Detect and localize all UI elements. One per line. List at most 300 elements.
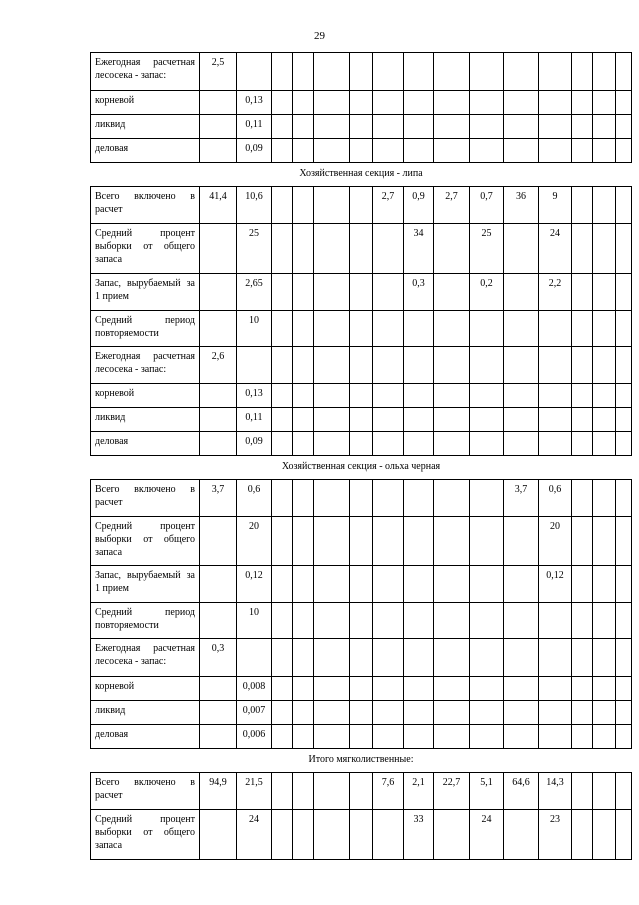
- table-cell: [293, 810, 314, 860]
- table-cell: [539, 603, 572, 639]
- table-cell: [200, 517, 237, 566]
- table-cell: [293, 701, 314, 725]
- table-cell: [616, 810, 632, 860]
- table-cell: [572, 91, 593, 115]
- table-cell: [200, 115, 237, 139]
- table-cell: 5,1: [470, 773, 504, 810]
- row-label: Ежегодная расчетная лесосека - запас:: [91, 53, 200, 91]
- table-cell: [350, 701, 373, 725]
- table-cell: [504, 810, 539, 860]
- table-cell: [572, 187, 593, 224]
- table-cell: [373, 311, 404, 347]
- table-cell: [272, 566, 293, 603]
- table-cell: [434, 91, 470, 115]
- table-cell: [434, 480, 470, 517]
- table-cell: [616, 517, 632, 566]
- table-cell: [572, 639, 593, 677]
- table-cell: [593, 432, 616, 456]
- table-cell: [350, 53, 373, 91]
- table-cell: [314, 725, 350, 749]
- section-header-row: [91, 456, 632, 480]
- table-cell: [404, 432, 434, 456]
- table-cell: [350, 677, 373, 701]
- table-row: [91, 347, 632, 384]
- table-cell: [404, 603, 434, 639]
- table-cell: 22,7: [434, 773, 470, 810]
- table-row: [91, 725, 632, 749]
- table-cell: [272, 384, 293, 408]
- table-cell: [470, 408, 504, 432]
- table-cell: [373, 347, 404, 384]
- table-cell: [293, 639, 314, 677]
- table-cell: 25: [237, 224, 272, 274]
- table-row: [91, 187, 632, 224]
- table-cell: [504, 517, 539, 566]
- table-cell: [373, 701, 404, 725]
- table-cell: [593, 53, 616, 91]
- table-cell: [616, 773, 632, 810]
- table-cell: [593, 517, 616, 566]
- table-cell: [616, 347, 632, 384]
- table-cell: [616, 274, 632, 311]
- table-cell: [504, 701, 539, 725]
- table-cell: [504, 311, 539, 347]
- table-cell: [314, 677, 350, 701]
- table-cell: 0,12: [539, 566, 572, 603]
- table-cell: 0,3: [404, 274, 434, 311]
- table-cell: [434, 384, 470, 408]
- table-cell: [272, 115, 293, 139]
- table-row: [91, 408, 632, 432]
- table-cell: 64,6: [504, 773, 539, 810]
- table-cell: [404, 347, 434, 384]
- table-cell: [616, 432, 632, 456]
- table-cell: [373, 639, 404, 677]
- table-cell: [293, 773, 314, 810]
- table-cell: [293, 677, 314, 701]
- table-cell: 10,6: [237, 187, 272, 224]
- table-cell: [470, 432, 504, 456]
- table-cell: [616, 115, 632, 139]
- table-cell: [314, 639, 350, 677]
- table-cell: [593, 91, 616, 115]
- table-cell: [350, 139, 373, 163]
- table-cell: [373, 480, 404, 517]
- table-cell: 0,008: [237, 677, 272, 701]
- table-cell: [314, 139, 350, 163]
- row-label: ликвид: [91, 408, 200, 432]
- table-cell: [539, 701, 572, 725]
- table-cell: [616, 725, 632, 749]
- table-cell: [572, 810, 593, 860]
- table-cell: [373, 224, 404, 274]
- table-cell: [272, 517, 293, 566]
- table-row: [91, 53, 632, 91]
- table-cell: [539, 384, 572, 408]
- table-cell: [434, 311, 470, 347]
- table-cell: [350, 224, 373, 274]
- table-cell: 2,1: [404, 773, 434, 810]
- row-label: Ежегодная расчетная лесосека - запас:: [91, 347, 200, 384]
- table-cell: [350, 408, 373, 432]
- table-cell: [200, 566, 237, 603]
- table-cell: 2,65: [237, 274, 272, 311]
- table-row: [91, 274, 632, 311]
- table-cell: [293, 603, 314, 639]
- table-cell: [373, 139, 404, 163]
- row-label: Средний период повторяемости: [91, 311, 200, 347]
- table-cell: 2,2: [539, 274, 572, 311]
- table-cell: [434, 408, 470, 432]
- table-cell: [593, 408, 616, 432]
- table-cell: 0,6: [539, 480, 572, 517]
- table-cell: [572, 274, 593, 311]
- table-cell: [373, 408, 404, 432]
- table-cell: [434, 603, 470, 639]
- table-cell: [350, 274, 373, 311]
- table-cell: [539, 432, 572, 456]
- table-cell: [272, 480, 293, 517]
- table-cell: [470, 725, 504, 749]
- table-cell: [616, 603, 632, 639]
- table-cell: 0,09: [237, 432, 272, 456]
- table-cell: [572, 773, 593, 810]
- row-label: деловая: [91, 725, 200, 749]
- table-cell: [504, 432, 539, 456]
- table-cell: 20: [237, 517, 272, 566]
- table-cell: [504, 566, 539, 603]
- table-cell: [470, 115, 504, 139]
- table-cell: 24: [539, 224, 572, 274]
- table-cell: [504, 274, 539, 311]
- table-cell: [373, 810, 404, 860]
- table-cell: [593, 224, 616, 274]
- table-cell: [434, 701, 470, 725]
- table-cell: 21,5: [237, 773, 272, 810]
- table-cell: [293, 53, 314, 91]
- table-cell: [616, 701, 632, 725]
- table-cell: [404, 408, 434, 432]
- table-cell: [434, 224, 470, 274]
- table-cell: [373, 677, 404, 701]
- table-cell: [572, 224, 593, 274]
- table-cell: [350, 432, 373, 456]
- row-label: Средний процент выборки от общего запаса: [91, 810, 200, 860]
- table-cell: [504, 139, 539, 163]
- table-cell: [272, 347, 293, 384]
- table-cell: [404, 480, 434, 517]
- table-cell: [293, 139, 314, 163]
- table-row: [91, 384, 632, 408]
- table-cell: [293, 347, 314, 384]
- row-label: Средний период повторяемости: [91, 603, 200, 639]
- table-cell: [200, 810, 237, 860]
- table-cell: [373, 603, 404, 639]
- table-cell: [350, 639, 373, 677]
- table-cell: [350, 115, 373, 139]
- table-cell: [373, 53, 404, 91]
- table-cell: 2,7: [373, 187, 404, 224]
- table-row: [91, 91, 632, 115]
- table-cell: [470, 91, 504, 115]
- table-cell: [314, 603, 350, 639]
- table-cell: [350, 347, 373, 384]
- table-cell: [572, 139, 593, 163]
- table-cell: [272, 639, 293, 677]
- table-cell: [350, 517, 373, 566]
- table-cell: 94,9: [200, 773, 237, 810]
- table-cell: [572, 347, 593, 384]
- table-row: [91, 139, 632, 163]
- table-cell: [293, 408, 314, 432]
- page-number: 29: [314, 30, 325, 42]
- table-cell: [373, 517, 404, 566]
- table-row: [91, 115, 632, 139]
- table-cell: [293, 384, 314, 408]
- table-cell: [504, 639, 539, 677]
- table-cell: [200, 274, 237, 311]
- table-cell: 0,11: [237, 115, 272, 139]
- table-cell: [373, 432, 404, 456]
- table-cell: [404, 639, 434, 677]
- row-label: Средний процент выборки от общего запаса: [91, 224, 200, 274]
- table-cell: [593, 677, 616, 701]
- table-cell: [616, 91, 632, 115]
- table-cell: [434, 566, 470, 603]
- table-cell: 2,7: [434, 187, 470, 224]
- table-cell: [404, 725, 434, 749]
- table-cell: [293, 517, 314, 566]
- table-cell: [434, 725, 470, 749]
- table-cell: [293, 725, 314, 749]
- table-row: [91, 566, 632, 603]
- table-cell: [572, 566, 593, 603]
- table-cell: 0,13: [237, 91, 272, 115]
- table-cell: [314, 701, 350, 725]
- table-cell: [314, 91, 350, 115]
- table-cell: [200, 224, 237, 274]
- table-cell: [293, 274, 314, 311]
- table-row: [91, 639, 632, 677]
- table-cell: [272, 311, 293, 347]
- table-row: [91, 224, 632, 274]
- table-cell: [200, 432, 237, 456]
- table-cell: [572, 480, 593, 517]
- table-cell: [293, 566, 314, 603]
- table-cell: [504, 677, 539, 701]
- table-cell: [314, 187, 350, 224]
- table-cell: [272, 91, 293, 115]
- table-cell: [504, 53, 539, 91]
- table-cell: [572, 701, 593, 725]
- table-cell: [373, 91, 404, 115]
- table-cell: [539, 408, 572, 432]
- row-label: Ежегодная расчетная лесосека - запас:: [91, 639, 200, 677]
- table-cell: [470, 311, 504, 347]
- table-cell: [272, 677, 293, 701]
- table-cell: [373, 725, 404, 749]
- table-cell: [314, 773, 350, 810]
- section-title: Хозяйственная секция - ольха черная: [91, 456, 632, 480]
- table-cell: [200, 139, 237, 163]
- row-label: Запас, вырубаемый за 1 прием: [91, 566, 200, 603]
- table-cell: [373, 115, 404, 139]
- table-cell: 0,13: [237, 384, 272, 408]
- table-cell: [314, 274, 350, 311]
- table-cell: [539, 91, 572, 115]
- table-cell: [314, 810, 350, 860]
- table-cell: [272, 224, 293, 274]
- table-cell: [350, 480, 373, 517]
- table-cell: [434, 115, 470, 139]
- table-cell: [314, 408, 350, 432]
- table-cell: [470, 517, 504, 566]
- table-cell: 14,3: [539, 773, 572, 810]
- table-cell: [616, 566, 632, 603]
- table-cell: [434, 274, 470, 311]
- table-cell: 36: [504, 187, 539, 224]
- table-cell: [616, 677, 632, 701]
- table-cell: [504, 91, 539, 115]
- table-cell: [272, 810, 293, 860]
- table-cell: [272, 53, 293, 91]
- table-cell: [404, 311, 434, 347]
- table-cell: 24: [237, 810, 272, 860]
- table-cell: [404, 139, 434, 163]
- section-title: Итого мягколиственные:: [91, 749, 632, 773]
- table-cell: 0,6: [237, 480, 272, 517]
- table-cell: [504, 347, 539, 384]
- table-cell: [200, 311, 237, 347]
- table-cell: [314, 115, 350, 139]
- table-cell: [404, 91, 434, 115]
- table-cell: [373, 384, 404, 408]
- table-cell: 2,6: [200, 347, 237, 384]
- table-cell: [350, 603, 373, 639]
- table-cell: [470, 701, 504, 725]
- table-cell: [539, 725, 572, 749]
- table-cell: [504, 603, 539, 639]
- table-cell: [314, 347, 350, 384]
- table-cell: 2,5: [200, 53, 237, 91]
- table-cell: [616, 480, 632, 517]
- table-cell: [350, 311, 373, 347]
- table-cell: [593, 115, 616, 139]
- table-cell: [593, 566, 616, 603]
- table-cell: [616, 224, 632, 274]
- row-label: корневой: [91, 677, 200, 701]
- table-cell: [593, 187, 616, 224]
- table-cell: [200, 725, 237, 749]
- table-cell: [237, 347, 272, 384]
- table-cell: [293, 224, 314, 274]
- table-cell: 3,7: [504, 480, 539, 517]
- table-row: [91, 517, 632, 566]
- table-cell: 41,4: [200, 187, 237, 224]
- table-cell: [373, 274, 404, 311]
- table-row: [91, 311, 632, 347]
- table-cell: 3,7: [200, 480, 237, 517]
- table-cell: [539, 53, 572, 91]
- table-cell: 10: [237, 311, 272, 347]
- table-cell: [350, 187, 373, 224]
- table-cell: 0,2: [470, 274, 504, 311]
- table-cell: [470, 480, 504, 517]
- table-cell: [593, 480, 616, 517]
- table-row: [91, 677, 632, 701]
- table-cell: [272, 725, 293, 749]
- table-cell: [470, 139, 504, 163]
- table-cell: [539, 639, 572, 677]
- table-row: [91, 480, 632, 517]
- table-cell: 20: [539, 517, 572, 566]
- table-cell: [350, 91, 373, 115]
- table-cell: [293, 115, 314, 139]
- table-cell: [593, 311, 616, 347]
- table-cell: [434, 517, 470, 566]
- table-cell: [572, 432, 593, 456]
- table-cell: [272, 603, 293, 639]
- table-cell: [293, 311, 314, 347]
- table-cell: 25: [470, 224, 504, 274]
- table-cell: [593, 639, 616, 677]
- table-cell: [314, 517, 350, 566]
- table-cell: [350, 773, 373, 810]
- row-label: корневой: [91, 384, 200, 408]
- table-cell: 23: [539, 810, 572, 860]
- table-cell: [539, 677, 572, 701]
- table-cell: [237, 639, 272, 677]
- table-cell: [572, 311, 593, 347]
- table-cell: [539, 347, 572, 384]
- table-cell: 0,12: [237, 566, 272, 603]
- table-cell: [434, 639, 470, 677]
- table-cell: [272, 187, 293, 224]
- table-cell: [272, 408, 293, 432]
- table-cell: 9: [539, 187, 572, 224]
- table-cell: [272, 274, 293, 311]
- table-cell: [572, 517, 593, 566]
- table-cell: [572, 725, 593, 749]
- forest-calculation-table: [90, 52, 632, 860]
- table-cell: [593, 725, 616, 749]
- table-cell: [572, 115, 593, 139]
- row-label: Средний процент выборки от общего запаса: [91, 517, 200, 566]
- row-label: ликвид: [91, 115, 200, 139]
- table-row: [91, 773, 632, 810]
- table-cell: [314, 432, 350, 456]
- table-cell: [616, 408, 632, 432]
- table-cell: [539, 311, 572, 347]
- table-cell: [350, 384, 373, 408]
- row-label: корневой: [91, 91, 200, 115]
- table-cell: [314, 53, 350, 91]
- table-cell: [470, 384, 504, 408]
- row-label: ликвид: [91, 701, 200, 725]
- table-cell: 0,7: [470, 187, 504, 224]
- table-cell: [350, 810, 373, 860]
- table-cell: [593, 701, 616, 725]
- table-cell: [593, 274, 616, 311]
- table-cell: [504, 224, 539, 274]
- row-label: деловая: [91, 139, 200, 163]
- table-cell: [504, 408, 539, 432]
- table-cell: [200, 384, 237, 408]
- table-cell: [593, 139, 616, 163]
- table-cell: [470, 347, 504, 384]
- table-cell: [434, 139, 470, 163]
- table-cell: [404, 384, 434, 408]
